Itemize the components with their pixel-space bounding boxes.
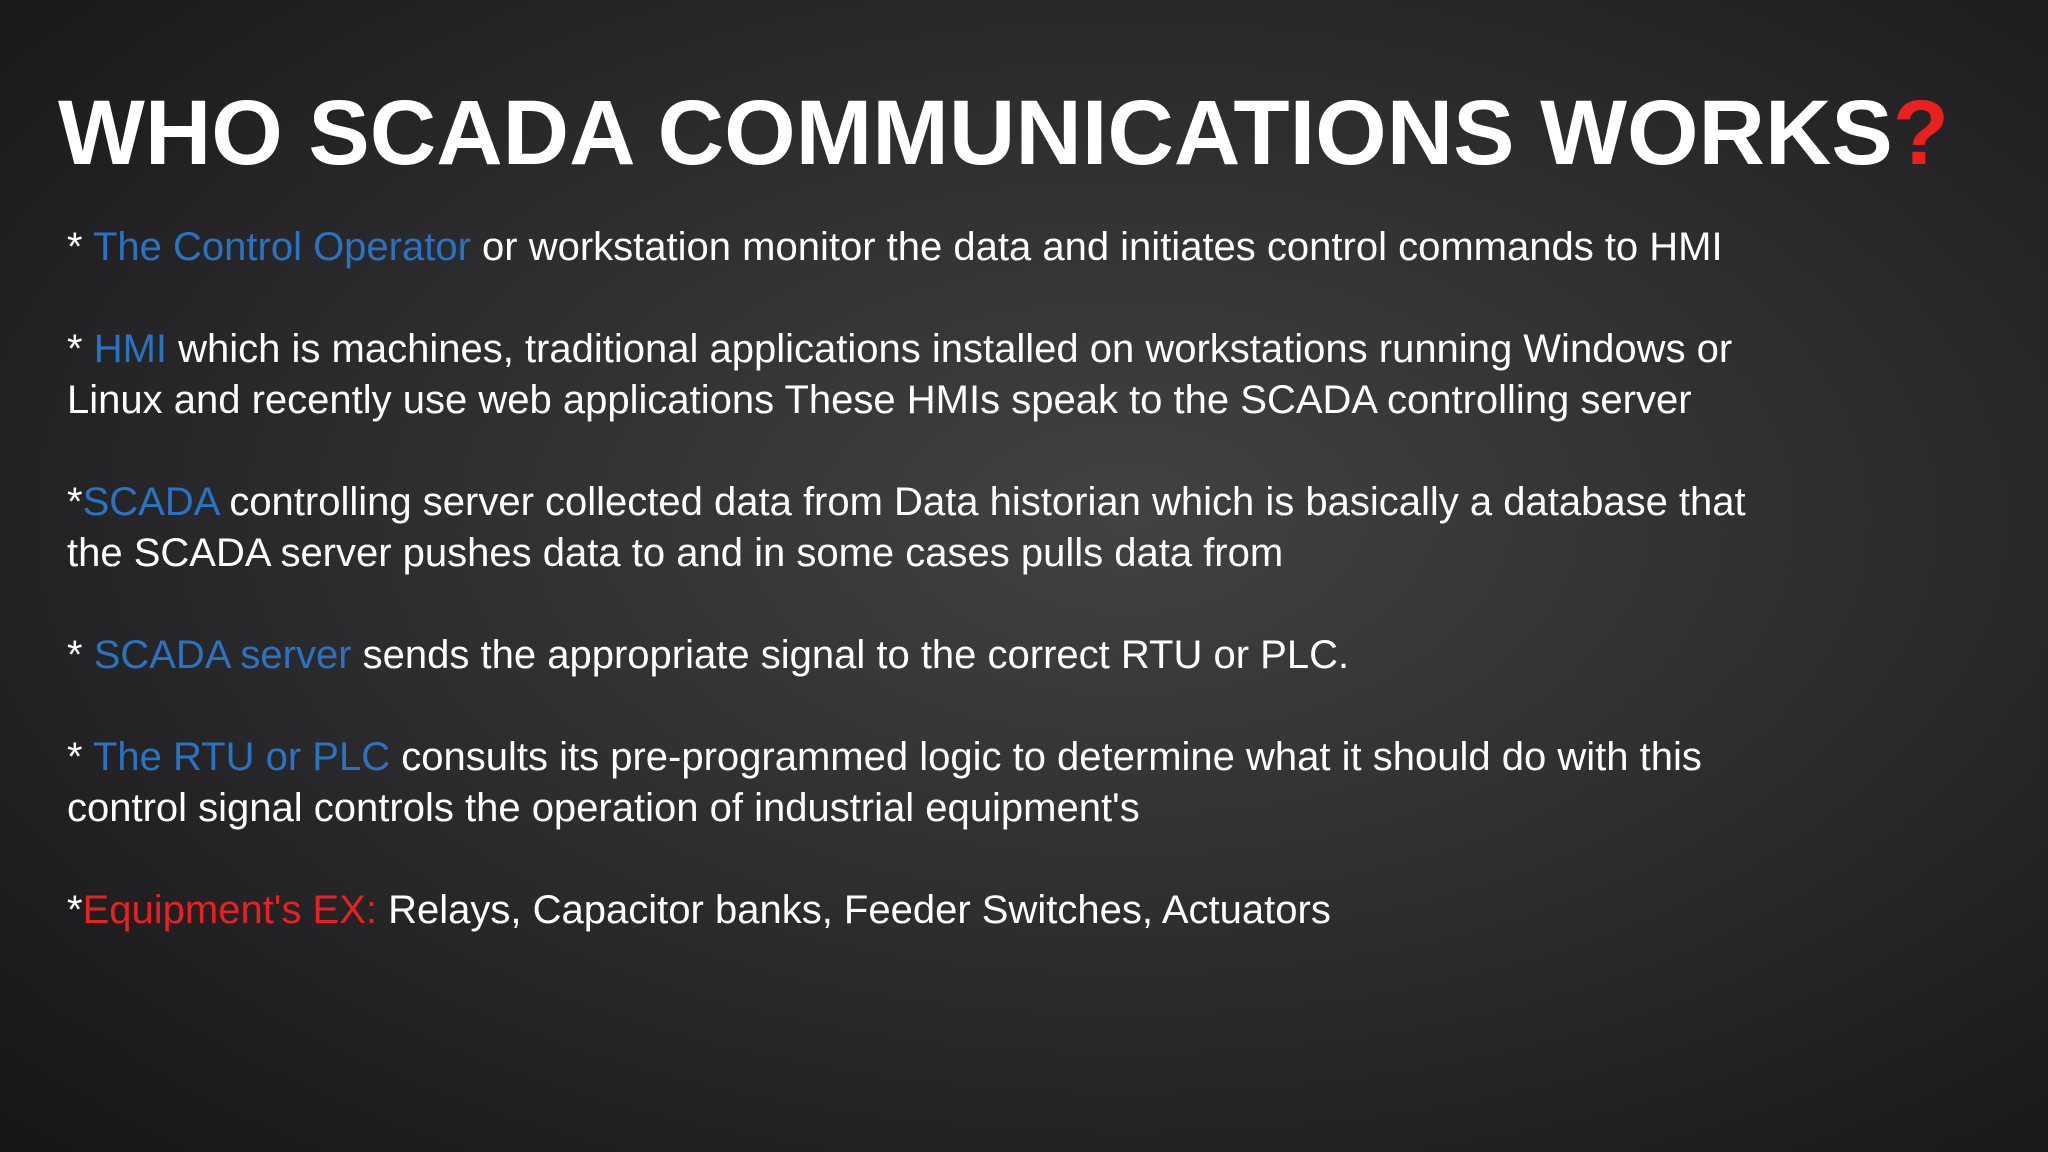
bullet-text-continued: Linux and recently use web applications These HMIs speak to the SCADA controlling server [67,378,1692,422]
bullet-marker: * [67,633,94,677]
bullet-hmi [67,324,2007,426]
bullet-highlight: SCADA server [93,633,352,677]
bullet-text: sends the appropriate signal to the correct RTU or PLC. [362,633,1350,677]
bullet-highlight: SCADA [82,480,219,524]
bullet-rtu-plc [67,732,2007,834]
bullet-marker: * [67,735,93,779]
bullet-text-continued: the SCADA server pushes data to and in some cases pulls data from [67,531,1284,575]
bullet-marker: * [67,327,94,371]
slide-title [58,78,1949,188]
bullet-text: consults its pre-programmed logic to determine what it should do with this [401,735,1702,779]
bullet-text: which is machines, traditional applications installed on workstations running Windows or [178,327,1733,371]
bullet-highlight: HMI [93,327,168,371]
bullet-scada-server [67,630,2007,681]
bullet-highlight: Equipment's EX: [82,888,378,932]
bullet-control-operator [67,222,2007,273]
bullet-marker: * [67,225,93,269]
bullet-text: or workstation monitor the data and initiates control commands to HMI [482,225,1723,269]
bullet-marker: * [67,480,83,524]
slide-title-text: WHO SCADA COMMUNICATIONS WORKS [58,82,1893,184]
bullet-highlight: The Control Operator [92,225,471,269]
bullet-text-continued: control signal controls the operation of industrial equipment's [67,786,1140,830]
bullet-list [67,222,2007,987]
bullet-highlight: The RTU or PLC [92,735,391,779]
bullet-scada-controlling-server [67,477,2007,579]
bullet-marker: * [67,888,83,932]
slide-title-question-mark: ? [1892,82,1949,184]
bullet-equipment-examples [67,885,2007,936]
bullet-text: controlling server collected data from Data historian which is basically a database that [229,480,1746,524]
bullet-text: Relays, Capacitor banks, Feeder Switches, Actuators [388,888,1331,932]
